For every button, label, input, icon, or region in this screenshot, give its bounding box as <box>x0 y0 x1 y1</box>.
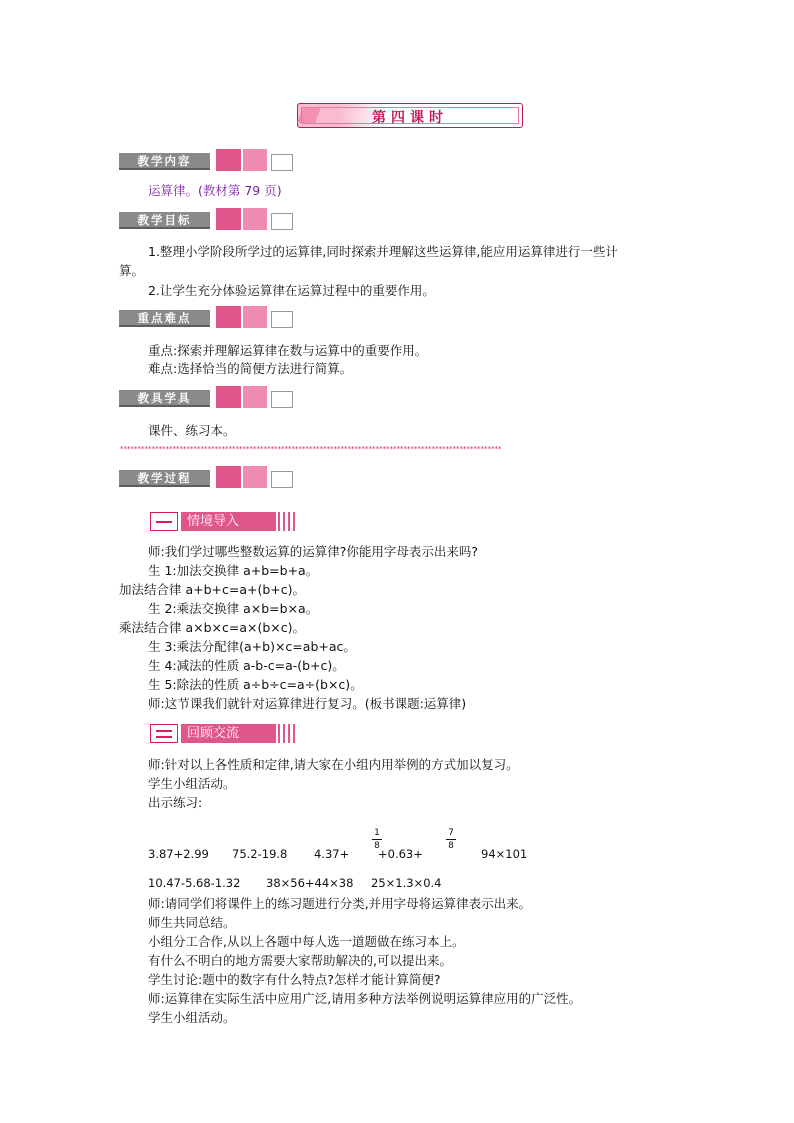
exercise-item: 10.47-5.68-1.32 <box>148 876 241 890</box>
dialog-line: 师:针对以上各性质和定律,请大家在小组内用举例的方式加以复习。 <box>148 757 519 772</box>
subheader-part-2 <box>150 724 297 743</box>
number-one-icon <box>150 512 178 531</box>
fraction-one-eighth: 1 8 <box>372 828 382 851</box>
lesson-title: 第四课时 <box>372 110 448 126</box>
dialog-line: 生 2:乘法交换律 a×b=b×a。 <box>148 601 319 616</box>
subheader-title: 回顾交流 <box>181 724 276 743</box>
dialog-line: 出示练习: <box>148 795 203 810</box>
dialog-line: 乘法结合律 a×b×c=a×(b×c)。 <box>119 620 306 635</box>
section-label: 教学目标 <box>119 212 210 229</box>
dialog-line: 师:运算律在实际生活中应用广泛,请用多种方法举例说明运算律应用的广泛性。 <box>148 991 582 1006</box>
section-label: 重点难点 <box>119 310 210 327</box>
dialog-line: 生 3:乘法分配律(a+b)×c=ab+ac。 <box>148 639 356 654</box>
exercise-item: 4.37+ <box>314 847 350 861</box>
exercise-item: 38×56+44×38 <box>266 876 354 890</box>
dialog-line: 生 5:除法的性质 a÷b÷c=a÷(b×c)。 <box>148 677 363 692</box>
dialog-line: 有什么不明白的地方需要大家帮助解决的,可以提出来。 <box>148 953 452 968</box>
section-label: 教学内容 <box>119 153 210 170</box>
goal-line-1-cont: 算。 <box>119 263 145 278</box>
number-two-icon <box>150 724 178 743</box>
exercise-item: 94×101 <box>481 847 528 861</box>
tools-text: 课件、练习本。 <box>148 423 236 438</box>
fraction-seven-eighths: 7 8 <box>446 828 456 851</box>
exercise-item: 3.87+2.99 <box>148 847 209 861</box>
dialog-line: 生 4:减法的性质 a-b-c=a-(b+c)。 <box>148 658 345 673</box>
dialog-line: 生 1:加法交换律 a+b=b+a。 <box>148 563 319 578</box>
dialog-line: 小组分工合作,从以上各题中每人选一道题做在练习本上。 <box>148 934 465 949</box>
section-label: 教具学具 <box>119 390 210 407</box>
subheader-part-1 <box>150 512 297 531</box>
subheader-title: 情境导入 <box>181 512 276 531</box>
section-label: 教学过程 <box>119 470 210 487</box>
keypoint-line-1: 重点:探索并理解运算律在数与运算中的重要作用。 <box>148 343 428 358</box>
keypoint-line-2: 难点:选择恰当的简便方法进行简算。 <box>148 361 353 376</box>
goal-line-2: 2.让学生充分体验运算律在运算过程中的重要作用。 <box>148 283 435 298</box>
dialog-line: 学生讨论:题中的数字有什么特点?怎样才能计算简便? <box>148 972 441 987</box>
star-divider: ************************************************************************************************************* <box>120 445 502 453</box>
exercise-item: +0.63+ <box>378 847 423 861</box>
dialog-line: 师:我们学过哪些整数运算的运算律?你能用字母表示出来吗? <box>148 544 478 559</box>
dialog-line: 学生小组活动。 <box>148 776 236 791</box>
dialog-line: 师生共同总结。 <box>148 915 236 930</box>
exercise-item: 75.2-19.8 <box>232 847 288 861</box>
dialog-line: 师:这节课我们就针对运算律进行复习。(板书课题:运算律) <box>148 696 467 711</box>
dialog-line: 加法结合律 a+b+c=a+(b+c)。 <box>119 582 306 597</box>
goal-line-1: 1.整理小学阶段所学过的运算律,同时探索并理解这些运算律,能应用运算律进行一些计 <box>148 244 618 259</box>
exercise-item: 25×1.3×0.4 <box>371 876 442 890</box>
content-text: 运算律。(教材第 79 页) <box>148 183 282 198</box>
dialog-line: 师:请同学们将课件上的练习题进行分类,并用字母将运算律表示出来。 <box>148 896 532 911</box>
lesson-title-box <box>297 103 523 128</box>
dialog-line: 学生小组活动。 <box>148 1010 236 1025</box>
